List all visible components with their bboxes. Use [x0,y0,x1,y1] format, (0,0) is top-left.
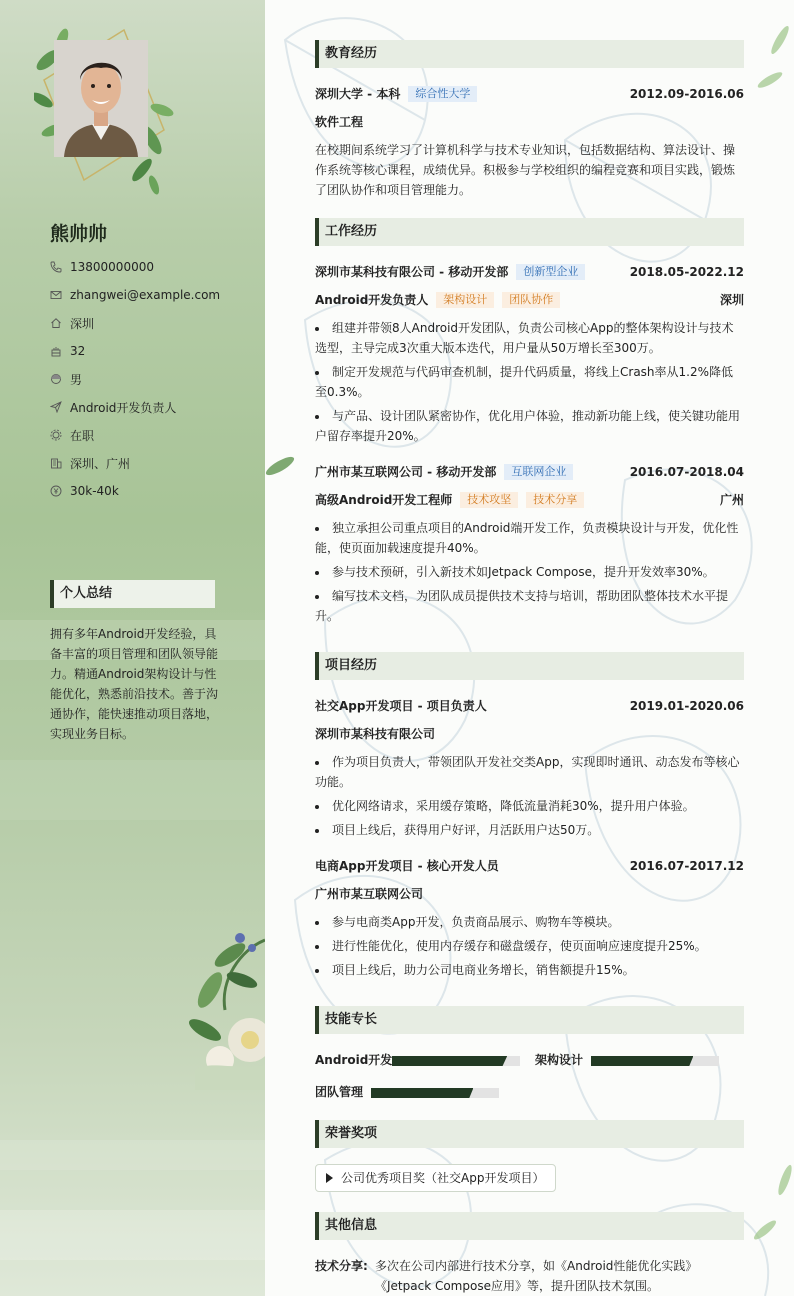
project-company: 广州市某互联网公司 [315,887,424,901]
info-gender [50,370,82,388]
school-tag: 综合性大学 [408,86,477,102]
job-role-row [315,291,744,309]
company-tag: 创新型企业 [516,264,585,280]
award-text: 公司优秀项目奖（社交App开发项目） [341,1171,545,1185]
project-company-row [315,725,744,743]
salary-icon [50,485,62,497]
skill-item [535,1051,583,1069]
list-item: 与产品、设计团队紧密协作，优化用户体验，推动新功能上线，使关键功能用户留存率提升20%。 [315,409,741,443]
skill-item [315,1051,392,1069]
job-city: 深圳 [719,293,744,307]
list-item: 进行性能优化，使用内存缓存和磁盘缓存，使页面响应速度提升25%。 [315,936,744,956]
age-icon [50,345,62,357]
education-heading: 教育经历 [315,40,744,68]
email-text: zhangwei@example.com [70,288,221,302]
status-icon [50,429,62,441]
phone-icon [50,261,62,273]
job-role-row [315,491,744,509]
skill-name: 团队管理 [315,1085,364,1099]
job-header [315,463,744,481]
home-icon [50,317,62,329]
phone-text: 13800000000 [70,260,154,274]
city-text: 深圳 [70,316,95,331]
major-row [315,113,744,131]
info-phone [50,258,154,276]
info-status [50,426,94,444]
major: 软件工程 [315,115,364,129]
work-city-text: 深圳、广州 [70,456,131,471]
skill-bar [392,1056,520,1066]
job-header [315,263,744,281]
honors-heading: 荣誉奖项 [315,1120,744,1148]
info-work-city [50,454,130,472]
other-heading: 其他信息 [315,1212,744,1240]
status-text: 在职 [70,428,95,443]
info-position [50,398,176,416]
project-name: 电商App开发项目 - 核心开发人员 [315,859,499,873]
company-tag: 互联网企业 [504,464,573,480]
skill-tag: 团队协作 [502,292,560,308]
education-desc: 在校期间系统学习了计算机科学与技术专业知识，包括数据结构、算法设计、操作系统等核心课程，成绩优异。积极参与学校组织的编程竞赛和项目实践，锻炼了团队协作和项目管理能力。 [315,143,736,197]
floral-decoration [180,920,265,1090]
skill-name: Android开发 [315,1053,393,1067]
profile-photo [54,40,148,157]
other-label: 技术分享: [315,1259,368,1273]
skill-name: 架构设计 [535,1053,584,1067]
job-company: 广州市某互联网公司 - 移动开发部 [315,465,497,479]
info-city [50,314,94,332]
project-date: 2016.07-2017.12 [629,859,744,873]
building-icon [50,457,62,469]
list-item: 独立承担公司重点项目的Android端开发工作，负责模块设计与开发，优化性能，使页面加载速度提升40%。 [315,521,739,555]
project-header [315,857,744,875]
skill-tag: 技术分享 [526,492,584,508]
mail-icon [50,289,62,301]
expand-triangle-icon [326,1173,333,1183]
summary-heading: 个人总结 [50,580,215,608]
skill-bar-fill [591,1056,693,1066]
salary-text: 30k-40k [70,484,119,498]
skills-heading: 技能专长 [315,1006,744,1034]
skill-bar-fill [392,1056,507,1066]
summary-text: 拥有多年Android开发经验，具备丰富的项目管理和团队领导能力。精通Android架构设计与性能优化，熟悉前沿技术。善于沟通协作，能快速推动项目落地，实现业务目标。 [50,627,219,741]
skill-bar [591,1056,719,1066]
info-age [50,342,85,360]
position-text: Android开发负责人 [70,400,177,415]
age-text: 32 [70,344,86,358]
job-role: 高级Android开发工程师 [315,493,453,507]
project-header [315,697,744,715]
skill-tag: 架构设计 [436,292,494,308]
education-header [315,85,744,103]
skill-tag: 技术攻坚 [460,492,518,508]
job-date: 2018.05-2022.12 [629,265,744,279]
other-info [315,1256,744,1296]
list-item: 优化网络请求，采用缓存策略，降低流量消耗30%，提升用户体验。 [315,796,744,816]
school-name: 深圳大学 - 本科 [315,87,401,101]
send-icon [50,401,62,413]
project-date: 2019.01-2020.06 [629,699,744,713]
list-item: 参与技术预研，引入新技术如Jetpack Compose，提升开发效率30%。 [315,562,744,582]
list-item: 编写技术文档，为团队成员提供技术支持与培训，帮助团队整体技术水平提升。 [315,589,729,623]
list-item: 项目上线后，助力公司电商业务增长，销售额提升15%。 [315,960,744,980]
candidate-name: 熊帅帅 [50,223,108,245]
job-company: 深圳市某科技有限公司 - 移动开发部 [315,265,509,279]
job-date: 2016.07-2018.04 [629,465,744,479]
work-heading: 工作经历 [315,218,744,246]
job-city: 广州 [719,493,744,507]
list-item: 组建并带领8人Android开发团队，负责公司核心App的整体架构设计与技术选型，主导完成3次重大版本迭代，用户量从50万增长至300万。 [315,321,734,355]
job-role: Android开发负责人 [315,293,429,307]
skill-bar [371,1088,499,1098]
project-name: 社交App开发项目 - 项目负责人 [315,699,487,713]
education-date: 2012.09-2016.06 [629,87,744,101]
projects-heading: 项目经历 [315,652,744,680]
project-company: 深圳市某科技有限公司 [315,727,436,741]
list-item: 作为项目负责人，带领团队开发社交类App，实现即时通讯、动态发布等核心功能。 [315,755,740,789]
list-item: 制定开发规范与代码审查机制，提升代码质量，将线上Crash率从1.2%降低至0.3%。 [315,365,734,399]
project-company-row [315,885,744,903]
info-salary [50,482,119,500]
list-item: 项目上线后，获得用户好评，月活跃用户达50万。 [315,820,744,840]
gender-text: 男 [70,372,83,387]
list-item: 参与电商类App开发，负责商品展示、购物车等模块。 [315,912,744,932]
gender-icon [50,373,62,385]
avatar-frame [34,20,174,200]
skill-bar-fill [371,1088,473,1098]
other-text: 多次在公司内部进行技术分享，如《Android性能优化实践》《Jetpack Compose应用》等，提升团队技术氛围。 [375,1259,698,1293]
award-item[interactable] [315,1164,556,1192]
info-email [50,286,220,304]
skill-item [315,1083,363,1101]
